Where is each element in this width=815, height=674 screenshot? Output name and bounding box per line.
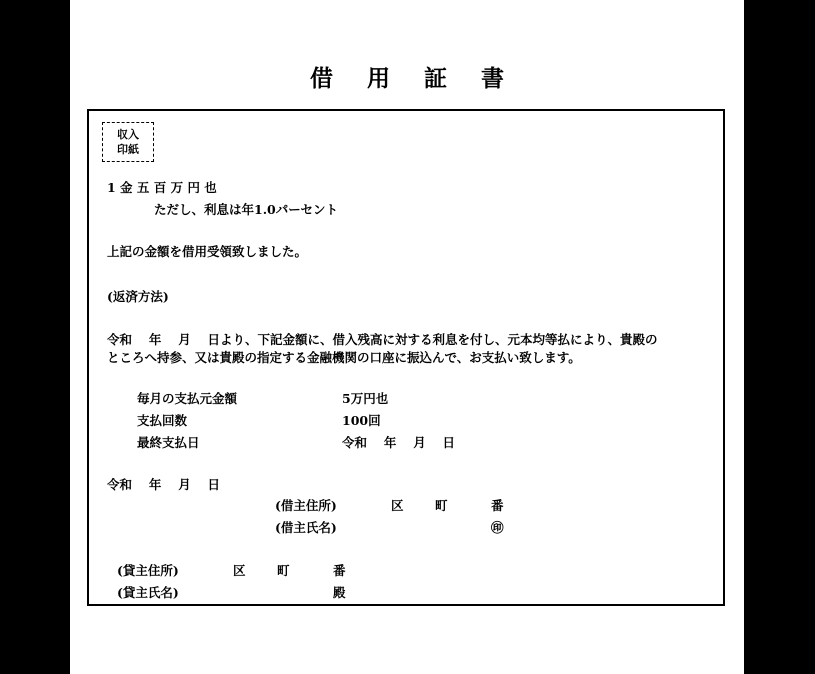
borrower-name-label: (借主氏名) <box>275 520 337 535</box>
stamp-label-line2: 印紙 <box>117 143 139 156</box>
borrower-address-label: (借主住所) <box>275 498 337 513</box>
document-frame <box>87 109 725 606</box>
term-label-final-date: 最終支払日 <box>137 435 200 450</box>
borrower-address-block: 番 <box>491 498 504 513</box>
lender-name-label: (貸主氏名) <box>117 585 179 600</box>
lender-honorific: 殿 <box>333 585 346 600</box>
loan-amount: 1 金 五 百 万 円 也 <box>107 180 217 195</box>
interest-rate: ただし、利息は年1.0パーセント <box>154 202 338 217</box>
acknowledgement-text: 上記の金額を借用受領致しました。 <box>107 244 308 259</box>
term-value-count: 100回 <box>342 413 381 428</box>
lender-address-ward: 区 <box>233 563 246 578</box>
contract-date: 令和 年 月 日 <box>107 477 221 492</box>
document-page <box>70 0 744 674</box>
lender-address-town: 町 <box>277 563 290 578</box>
repayment-text-line1: 令和 年 月 日より、下記金額に、借入残高に対する利息を付し、元本均等払により、貴殿の <box>107 332 658 347</box>
repayment-heading: (返済方法) <box>107 289 169 304</box>
lender-address-label: (貸主住所) <box>117 563 179 578</box>
revenue-stamp-box <box>102 122 154 162</box>
lender-address-block: 番 <box>333 563 346 578</box>
term-value-monthly: 5万円也 <box>342 391 389 406</box>
borrower-address-town: 町 <box>435 498 448 513</box>
term-label-count: 支払回数 <box>137 413 188 428</box>
borrower-address-ward: 区 <box>391 498 404 513</box>
stamp-label-line1: 収入 <box>117 128 139 141</box>
term-value-final-date: 令和 年 月 日 <box>342 435 456 450</box>
term-label-monthly: 毎月の支払元金額 <box>137 391 238 406</box>
document-title: 借 用 証 書 <box>309 65 518 92</box>
repayment-text-line2: ところへ持参、又は貴殿の指定する金融機関の口座に振込んで、お支払い致します。 <box>107 350 581 365</box>
seal-mark-icon: ㊞ <box>491 520 504 535</box>
